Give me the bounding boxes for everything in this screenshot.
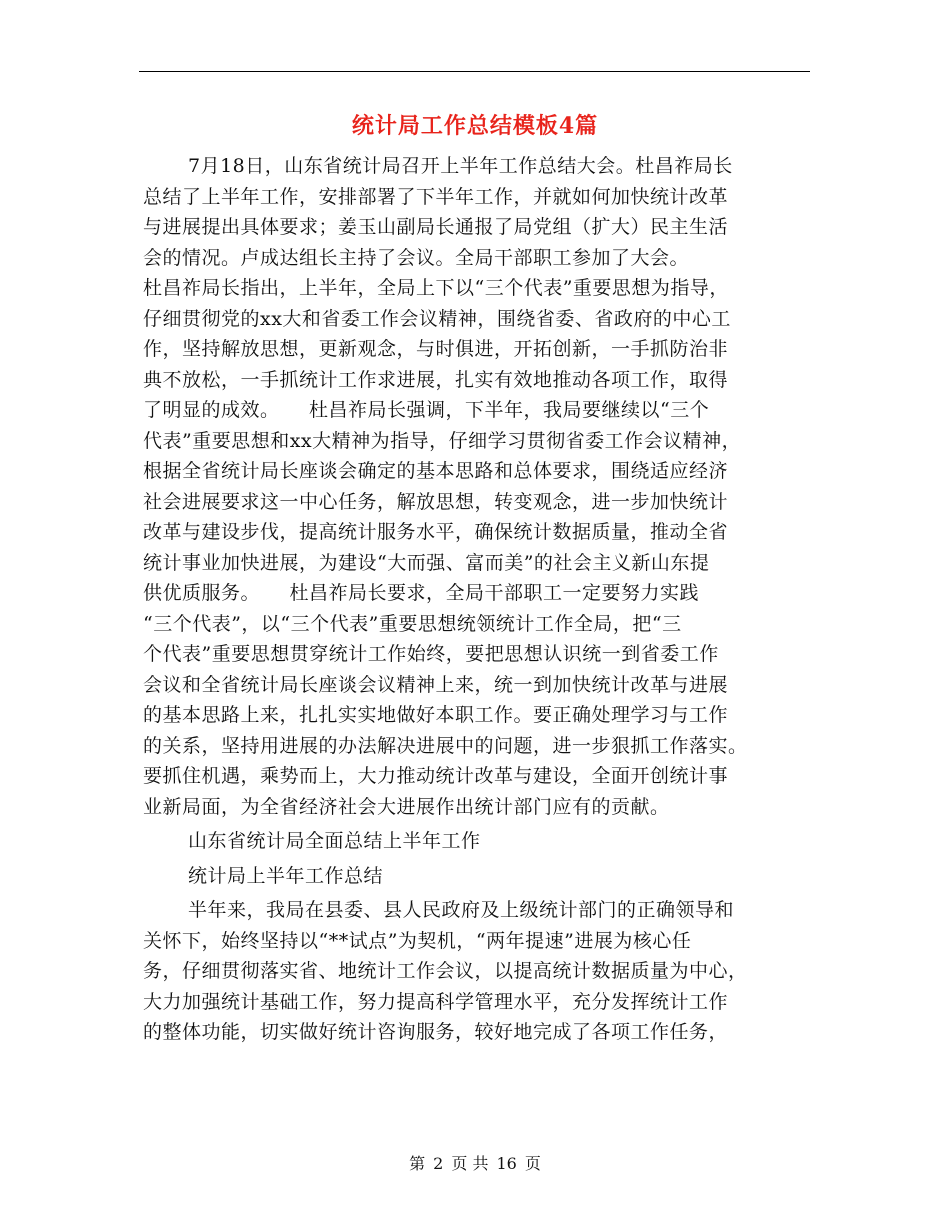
text-line: 的基本思路上来，扎扎实实地做好本职工作。要正确处理学习与工作 bbox=[143, 704, 729, 726]
text-line: 杜昌祚局长指出，上半年，全局上下以“三个代表”重要思想为指导， bbox=[143, 277, 729, 299]
text-line: 了明显的成效。 杜昌祚局长强调，下半年，我局要继续以“三个 bbox=[143, 399, 710, 421]
footer-suffix: 页 bbox=[524, 1154, 541, 1173]
text-line: 个代表”重要思想贯穿统计工作始终，要把思想认识统一到省委工作 bbox=[143, 643, 719, 665]
text-line: 的整体功能，切实做好统计咨询服务，较好地完成了各项工作任务， bbox=[143, 1021, 729, 1043]
text-line: 供优质服务。 杜昌祚局长要求，全局干部职工一定要努力实践 bbox=[143, 582, 700, 604]
page-number: 2 bbox=[433, 1154, 444, 1173]
text-line: 大力加强统计基础工作，努力提高科学管理水平，充分发挥统计工作 bbox=[143, 990, 729, 1013]
total-pages: 16 bbox=[496, 1154, 517, 1173]
text-line: 半年来，我局在县委、县人民政府及上级统计部门的正确领导和 bbox=[188, 899, 735, 921]
text-line: 会的情况。卢成达组长主持了会议。全局干部职工参加了大会。 bbox=[143, 246, 690, 269]
section-heading: 统计局上半年工作总结 bbox=[188, 864, 384, 887]
document-body bbox=[143, 151, 813, 1048]
footer-prefix: 第 bbox=[409, 1154, 426, 1173]
text-line: 典不放松，一手抓统计工作求进展，扎实有效地推动各项工作，取得 bbox=[143, 368, 729, 391]
text-line: 会议和全省统计局长座谈会议精神上来，统一到加快统计改革与进展 bbox=[143, 673, 729, 696]
text-line: “三个代表”，以“三个代表”重要思想统领统计工作全局，把“三 bbox=[143, 612, 682, 635]
text-line: 总结了上半年工作，安排部署了下半年工作，并就如何加快统计改革 bbox=[143, 185, 729, 208]
text-line: 作，坚持解放思想，更新观念，与时俱进，开拓创新，一手抓防治非 bbox=[143, 338, 729, 360]
text-line: 要抓住机遇，乘势而上，大力推动统计改革与建设，全面开创统计事 bbox=[143, 765, 729, 787]
text-line: 业新局面，为全省经济社会大进展作出统计部门应有的贡献。 bbox=[143, 795, 670, 818]
text-line: 改革与建设步伐，提高统计服务水平，确保统计数据质量，推动全省 bbox=[143, 521, 729, 543]
text-line: 根据全省统计局长座谈会确定的基本思路和总体要求，围绕适应经济 bbox=[143, 460, 729, 482]
text-line: 关怀下，始终坚持以“**试点”为契机，“两年提速”进展为核心任 bbox=[143, 929, 692, 952]
header-rule bbox=[139, 71, 810, 72]
text-line: 代表”重要思想和xx大精神为指导，仔细学习贯彻省委工作会议精神， bbox=[143, 429, 742, 452]
text-line: 务，仔细贯彻落实省、地统计工作会议，以提高统计数据质量为中心， bbox=[143, 960, 748, 982]
text-line: 的关系，坚持用进展的办法解决进展中的问题，进一步狠抓工作落实。 bbox=[143, 734, 748, 757]
page-footer bbox=[0, 1153, 950, 1175]
document-title: 统计局工作总结模板4篇 bbox=[351, 113, 599, 139]
text-line: 社会进展要求这一中心任务，解放思想，转变观念，进一步加快统计 bbox=[143, 490, 729, 513]
section-heading: 山东省统计局全面总结上半年工作 bbox=[188, 830, 481, 852]
text-line: 与进展提出具体要求；姜玉山副局长通报了局党组（扩大）民主生活 bbox=[143, 216, 729, 238]
text-line: 仔细贯彻党的xx大和省委工作会议精神，围绕省委、省政府的中心工 bbox=[143, 307, 731, 330]
footer-middle: 页 共 bbox=[451, 1154, 489, 1173]
text-line: 7月18日，山东省统计局召开上半年工作总结大会。杜昌祚局长 bbox=[188, 155, 733, 177]
text-line: 统计事业加快进展，为建设“大而强、富而美”的社会主义新山东提 bbox=[143, 551, 710, 574]
